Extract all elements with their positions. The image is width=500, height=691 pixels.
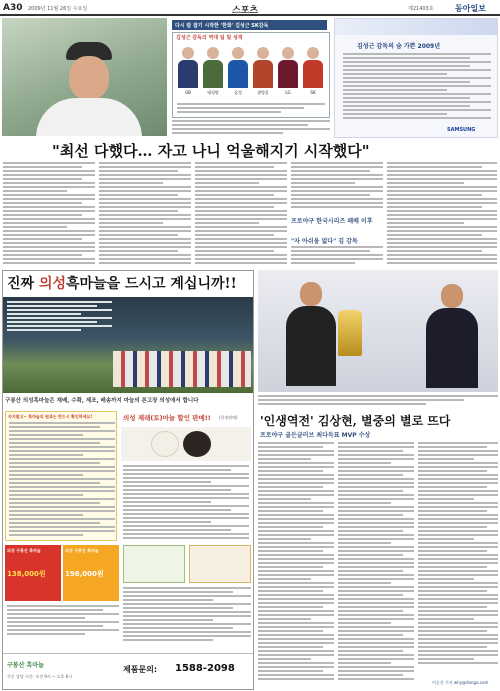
crowd-figures <box>113 351 251 387</box>
player-2 <box>426 284 478 392</box>
ad-headline-bar <box>3 271 253 295</box>
garlic-image <box>121 427 251 461</box>
newspaper-logo: 동아일보 <box>455 4 486 13</box>
subhead-2: "자 아쉬움 없다" 김 감독 <box>291 238 358 245</box>
team-figure-lg: LG <box>277 47 299 97</box>
ad-headline-pre: 진짜 <box>7 276 39 292</box>
article-kicker: 다시 칼 잡기 시작한 '한화' 김성근 SK감독 <box>172 20 327 30</box>
team-figure-pacific: 태평양 <box>202 47 224 97</box>
article-column-4 <box>291 162 383 212</box>
ad-headline-highlight: 의성 <box>38 276 66 292</box>
issue-date: 2009년 11월 26일 수요일 <box>28 6 88 12</box>
right-column-3 <box>418 442 498 670</box>
article-column-3 <box>195 162 287 268</box>
promo-notes <box>7 605 119 641</box>
samsung-logo: SAMSUNG <box>447 127 476 133</box>
farmers-photo <box>3 297 253 393</box>
promo-box-2: 의성 구봉산 흑마늘 198,000원 <box>63 545 119 601</box>
team-figure-ssangbangwool: 쌍방울 <box>252 47 274 97</box>
right-story-subhead: 프로야구 골든글러브 최다득표 MVP 수상 <box>260 432 371 439</box>
issue-number: 제21403호 <box>408 6 434 12</box>
product-box-b <box>189 545 251 583</box>
schedule-ad <box>334 18 498 138</box>
section-title: 스포츠 <box>232 6 259 16</box>
subhead-1: 프로야구 한국시리즈 패배 이후 <box>291 218 373 225</box>
footer-note: 주문 상담 시간: 오전 9시 ~ 오후 6시 <box>7 674 73 679</box>
ad-banner <box>335 19 497 35</box>
ad-footer <box>3 653 253 689</box>
career-infobox: 김성근 감독의 역대 팀 및 성적 OB 태평양 삼성 쌍방울 LG SK <box>172 32 330 118</box>
team-figures <box>175 43 327 117</box>
byline: 이승건 기자 why@donga.com <box>432 680 489 685</box>
ad-left-list: 속지말고~ 흑마늘의 원료는 반드시 확인하세요! <box>5 411 117 541</box>
article-column-4b <box>291 246 383 268</box>
team-figure-samsung: 삼성 <box>227 47 249 97</box>
ad-band: 구봉산 의성흑마늘은 재배, 수확, 제조, 배송까지 마늘의 본고장 의성에서 합니다 <box>3 395 253 407</box>
right-story-headline: '인생역전' 김상현, 별중의 별로 뜨다 <box>260 414 451 428</box>
page-number: A30 <box>3 3 23 13</box>
article-lead-text <box>172 120 330 136</box>
page-header <box>0 0 500 16</box>
team-figure-sk: SK <box>302 47 324 97</box>
ad-headline-post: 흑마늘을 드시고 계십니까!! <box>66 276 237 292</box>
trophy-player <box>286 282 336 392</box>
article-column-5 <box>387 162 497 268</box>
coach-photo <box>2 18 167 136</box>
garlic-ad <box>2 270 254 690</box>
phone-number[interactable]: 1588-2098 <box>175 663 235 674</box>
product-notes <box>123 587 251 647</box>
coach-body <box>36 98 142 136</box>
product-box-a <box>123 545 185 583</box>
team-figure-ob: OB <box>177 47 199 97</box>
article-headline: "최선 다했다… 자고 나니 억울해지기 시작했다" <box>52 142 370 160</box>
right-column-1 <box>258 442 334 682</box>
photo-caption-lines <box>258 395 498 409</box>
promo-box-1: 의성 구봉산 흑마늘 138,000원 <box>5 545 61 601</box>
coach-face <box>69 56 109 100</box>
article-column-2 <box>99 162 191 268</box>
article-column-1 <box>3 162 95 268</box>
player-photo <box>258 270 498 392</box>
brand-name: 구봉산 흑마늘 <box>7 662 44 669</box>
sale-title-box: 의성 재래(토)마늘 할인 판매!! (한정판매) <box>121 411 251 425</box>
trophy-icon <box>338 310 362 356</box>
right-column-2 <box>338 442 414 682</box>
sale-description <box>123 465 249 541</box>
phone-label: 제품문의: <box>123 665 158 674</box>
schedule-ad-title: 김성근 감독의 숨 가쁜 2009년 <box>357 43 441 50</box>
